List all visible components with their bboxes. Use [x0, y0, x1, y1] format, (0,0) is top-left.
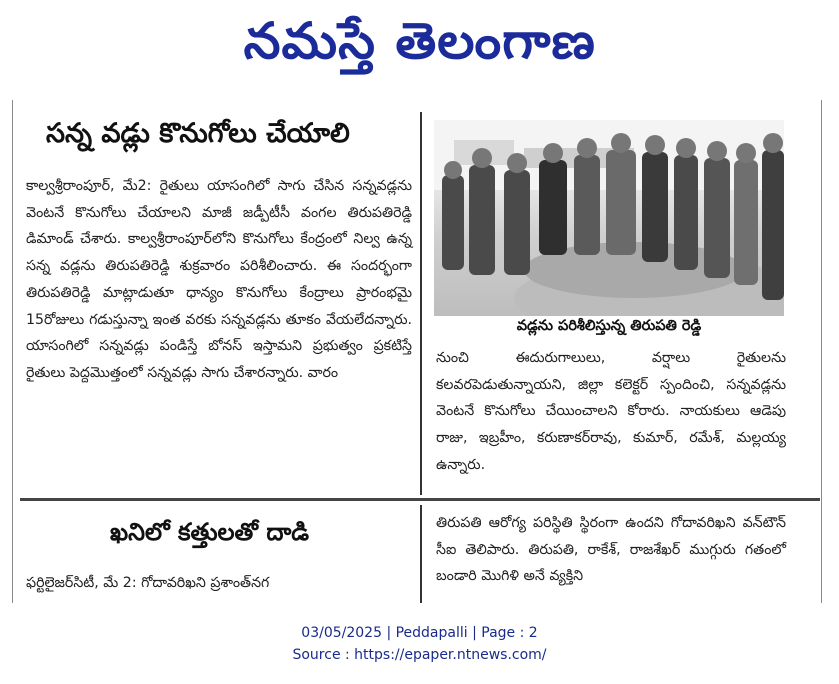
page-footer [0, 622, 839, 666]
footer-source: Source : https://epaper.ntnews.com/ [292, 647, 547, 663]
article1-left-paragraph: కాల్వశ్రీరాంపూర్, మే2: రైతులు యాసంగిలో సాగు చేసిన సన్నవడ్లను వెంటనే కొనుగోలు చేయాలని మాజీ జడ్పీటీసీ వంగల తిరుపతిరెడ్డి డిమాండ్ చేశారు. కాల్వశ్రీరాంపూర్‌లోని కొనుగోలు కేంద్రంలో నిల్వ ఉన్న సన్న వడ్లను తిరుపతిరెడ్డి శుక్రవారం పరిశీలించారు. ఈ సందర్భంగా తిరుపతిరెడ్డి మాట్లాడుతూ ధాన్యం కొనుగోలు కేంద్రాలు ప్రారంభమై 15రోజులు గడుస్తున్నా ఇంత వరకు సన్నవడ్లను తూకం వేయలేదన్నారు. యాసంగిలో సన్నవడ్లు పండిస్తే బోనస్ ఇస్తామని ప్రభుత్వం ప్రకటిస్తే రైతులు పెద్దమొత్తంలో సన్నవడ్లు సాగు చేశారన్నారు. వారం [26, 178, 412, 381]
masthead-title: నమస్తే తెలంగాణ [243, 12, 596, 70]
article1-right-paragraph: నుంచి ఈదురుగాలులు, వర్షాలు రైతులను కలవరపెడుతున్నాయని, జిల్లా కలెక్టర్ స్పందించి, సన్నవడ్లను వెంటనే కొనుగోలు చేయించాలని కోరారు. నాయకులు ఆడెపు రాజు, ఇబ్రహీం, కరుణాకర్‌రావు, కుమార్, రమేశ్, మల్లయ్య ఉన్నారు. [436, 350, 786, 473]
article1-left-column [26, 173, 412, 387]
column-divider [420, 112, 422, 495]
article1-headline: సన్న వడ్లు కొనుగోలు చేయాలి [46, 118, 350, 149]
article1-photo [434, 120, 784, 316]
article2-right-paragraph: తిరుపతి ఆరోగ్య పరిస్థితి స్థిరంగా ఉందని గోదావరిఖని వన్‌టౌన్ సీఐ తెలిపారు. తిరుపతి, రాకేశ్, రాజశేఖర్ ముగ్గురు గతంలో బండారి మొగిళి అనే వ్యక్తిని [436, 515, 786, 585]
newspaper-masthead [0, 6, 839, 76]
article2-left-column [26, 570, 412, 597]
people-inspecting-paddy-image [434, 120, 784, 316]
article-divider [20, 498, 820, 501]
article2-left-paragraph: ఫర్టిలైజర్‌సిటీ, మే 2: గోదావరిఖని ప్రశాంత్‌నగ [26, 575, 270, 591]
photo-caption: వడ్లను పరిశీలిస్తున్న తిరుపతి రెడ్డి [516, 318, 702, 334]
article2-right-column [436, 510, 786, 590]
footer-date-edition: 03/05/2025 | Peddapalli | Page : 2 [301, 625, 538, 641]
article1-right-column [436, 345, 786, 479]
article2-headline: ఖనిలో కత్తులతో దాడి [110, 518, 310, 546]
column-divider-lower [420, 505, 422, 603]
clip-edge [12, 603, 821, 623]
